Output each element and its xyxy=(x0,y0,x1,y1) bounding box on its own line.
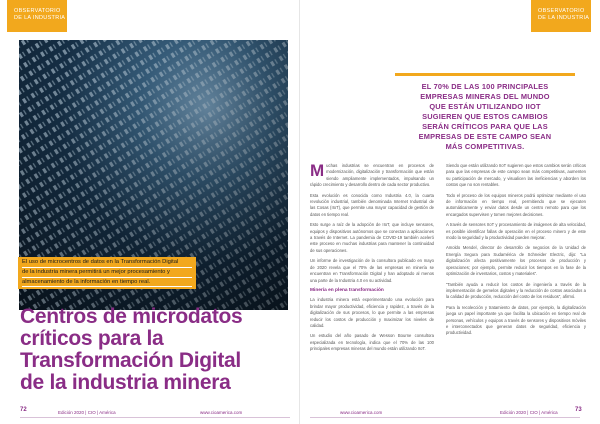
article-paragraph: “También ayuda a reducir los costos de ingeniería a través de la implementación de gemelos digitales y la reducción de costos asociados a la calidad de producción, reducción del costo de los residuos”, afirmó. xyxy=(446,281,586,300)
paragraph-text: uchas industrias se encuentran en procesos de modernización, digitalización y transformación que están siendo ampliamente implementados, impulsando un rápido crecimiento y desarrollo dentro de cada sector productivo. xyxy=(310,163,434,188)
article-paragraph: La industria minera está experimentando una evolución para brindar mayor productividad, eficiencia y rapidez, a través de la digitalización de sus procesos, lo que permite a las empresas reducir los costos de producción y maximizar los niveles de calidad. xyxy=(310,297,434,328)
section-tab-right xyxy=(531,0,591,32)
section-tab-line2: DE LA INDUSTRIA xyxy=(538,15,590,21)
caption-line: de la industria minera permitirá un mejor procesamiento y xyxy=(22,268,192,278)
photo-caption xyxy=(18,257,196,289)
publication-info-left: Edición 2020 | CIO | América xyxy=(58,410,116,415)
article-paragraph: Siendo que están utilizando IIoT sugieren que estos cambios serán críticos para que las empresas de este campo sean más competitivas, aumenten su participación de mercado, y visualicen las ineficiencias y aborden los costos que no son rentables. xyxy=(446,163,586,188)
article-paragraph: Todo el proceso de los equipos mineros podrá optimizar mediante el uso de información en tiempo real, permitiendo que se ejecuten automáticamente y enviar datos desde un centro remoto para que los encargados supervisen y tomen mejores decisiones. xyxy=(446,192,586,217)
article-paragraph: Esto surge a raíz de la adopción de IIoT, que incluye sensores, equipos y dispositivos autónomos que se conectan a aplicaciones a través de Internet. La pandemia de COVID-19 también aceleró este proceso en muchas industrias para mantener la continuidad de sus operaciones. xyxy=(310,222,434,253)
article-paragraph: Esta evolución es conocida como Industria 4.0, la cuarta revolución industrial, también denominada Internet Industrial de las Cosas (IIoT), que permite una mayor capacidad de gestión de datos en tiempo real. xyxy=(310,192,434,217)
caption-line: almacenamiento de la información en tiempo real. xyxy=(22,278,192,288)
section-tab-line1: OBSERVATORIO xyxy=(538,8,585,14)
pull-quote-line: EMPRESAS MINERAS DEL MUNDO xyxy=(420,92,550,101)
pull-quote xyxy=(395,73,575,152)
pull-quote-line: EL 70% DE LAS 100 PRINCIPALES xyxy=(421,82,549,91)
website-url-right[interactable]: www.cioamerica.com xyxy=(340,410,383,415)
section-tab-line1: OBSERVATORIO xyxy=(14,8,61,14)
footer-rule-right xyxy=(310,417,580,418)
pull-quote-line: EMPRESAS DE ESTE CAMPO SEAN xyxy=(418,132,552,141)
page-number-right: 73 xyxy=(575,407,582,413)
pull-quote-line: QUE ESTÁN UTILIZANDO IIOT xyxy=(429,102,541,111)
section-tab-left xyxy=(7,0,67,32)
article-paragraph: A través de sensores IIoT y procesamiento de imágenes de alta velocidad, es posible identificar fallas de operación en el proceso minero y de este modo la seguridad y la productividad pueden mejorar. xyxy=(446,222,586,241)
pull-quote-line: SUGIEREN QUE ESTOS CAMBIOS xyxy=(422,112,548,121)
article-paragraph: Un informe de investigación de la consultora publicado en mayo de 2020 revela que el 70% de las empresas en minería se encuentran en Transformación Digital y han adoptado al menos una parte de la Industria 4.0 en su actividad. xyxy=(310,258,434,283)
website-url-left[interactable]: www.cioamerica.com xyxy=(200,410,243,415)
article-column-2 xyxy=(446,163,586,341)
headline-line: Centros de microdatos xyxy=(20,305,243,328)
section-heading: Minería en plena transformación xyxy=(310,287,384,293)
footer-rule-left xyxy=(20,417,290,418)
article-headline xyxy=(20,306,290,394)
article-paragraph: Amoldo Mendel, director de desarrollo de negocios de la Unidad de Energía Segura para Sudamérica de Schneider Electric, dijo: “La digitalización afecta positivamente los procesos de producción y operaciones; por ejemplo, permite reducir los tiempos en la fase de la optimización de inventarios, costos y materiales”. xyxy=(446,245,586,277)
article-paragraph: Para la recolección y tratamiento de datos, por ejemplo, la digitalización juega un papel importante ya que facilita la ubicación en tiempo real de personas, vehículos y equipos a través de sensores y dispositivos móviles e interconectados que generan datos de seguridad, eficiencia y productividad. xyxy=(446,304,586,336)
headline-line: de la industria minera xyxy=(20,371,231,394)
page-number-left: 72 xyxy=(20,407,27,413)
headline-line: Transformación Digital xyxy=(20,349,241,372)
drop-cap: M xyxy=(310,161,325,180)
section-tab-line2: DE LA INDUSTRIA xyxy=(14,15,66,21)
article-paragraph xyxy=(310,163,434,189)
article-column-1 xyxy=(310,163,434,357)
pull-quote-line: MÁS COMPETITIVAS. xyxy=(445,142,525,151)
article-paragraph: Un estudio del año pasado de Wesson Bourne consultora especializada en tecnología, indica que el 70% de las 100 principales empresas mineras del mundo están utilizando IIoT. xyxy=(310,333,434,352)
headline-line: críticos para la xyxy=(20,327,164,350)
caption-line: El uso de microcentros de datos en la Transformación Digital xyxy=(22,258,192,268)
pull-quote-line: SERÁN CRÍTICOS PARA QUE LAS xyxy=(422,122,548,131)
publication-info-right: Edición 2020 | CIO | América xyxy=(500,410,558,415)
page-divider xyxy=(299,0,300,424)
